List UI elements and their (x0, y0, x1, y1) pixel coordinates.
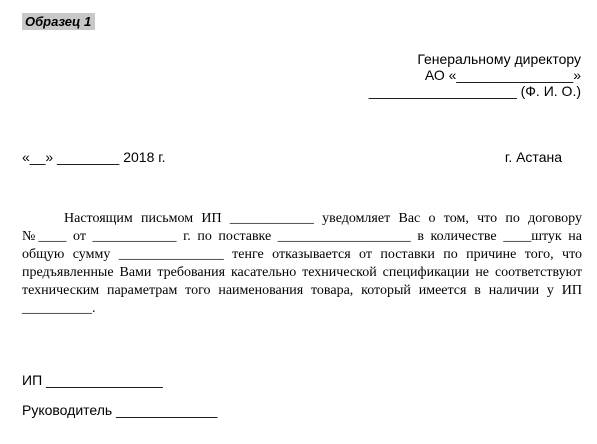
addressee-company: АО «_______________» (424, 67, 581, 83)
letter-line: __________. (22, 301, 96, 316)
letter-line: №____ от ____________ г. по поставке ___________________ в количестве ____штук на (22, 229, 582, 244)
letter-line: Настоящим письмом ИП ____________ уведомляет Вас о том, что по договору (64, 211, 582, 226)
letter-line: техническим параметрам того наименования товара, который имеется в наличии у ИП (22, 283, 582, 298)
signature-head: Руководитель _____________ (22, 402, 218, 418)
sample-label: Образец 1 (22, 13, 95, 30)
letter-line: предъявленные Вами требования касательно технической спецификации не соответствуют (22, 265, 582, 280)
letter-body (22, 210, 582, 318)
letter-city: г. Астана (504, 149, 562, 165)
signature-ip: ИП _______________ (22, 372, 163, 388)
addressee-title: Генеральному директору (417, 51, 581, 67)
letter-line: общую сумму _______________ тенге отказывается от поставки по причине того, что (22, 247, 582, 262)
addressee-name: ___________________ (Ф. И. О.) (368, 83, 581, 99)
letter-date: «__» ________ 2018 г. (22, 149, 166, 165)
